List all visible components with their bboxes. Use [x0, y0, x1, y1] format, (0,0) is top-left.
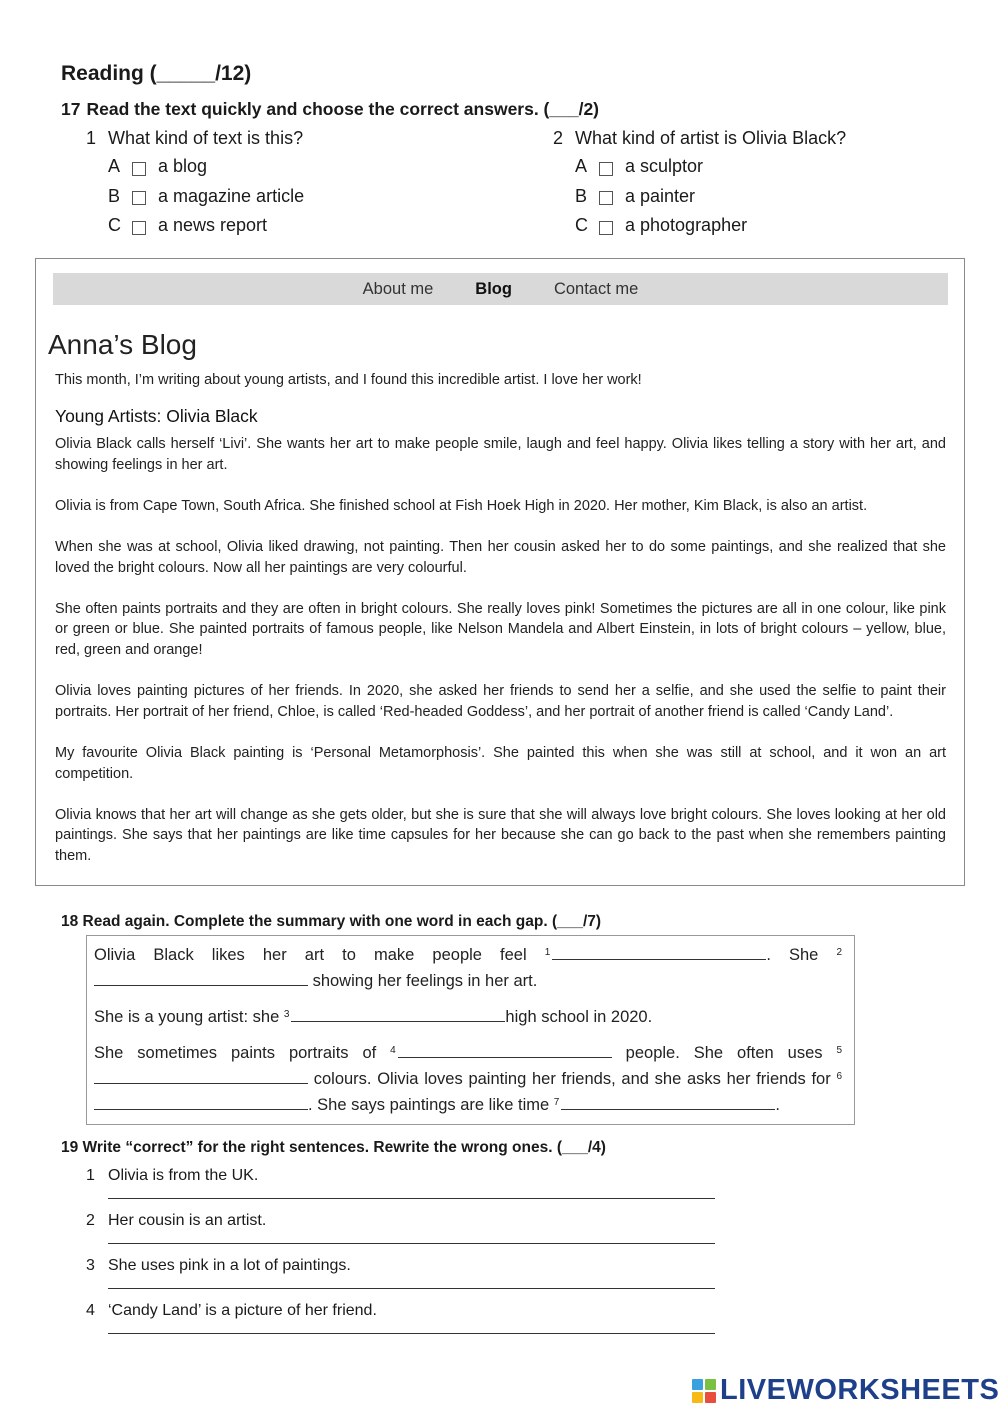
- logo-square: [705, 1392, 716, 1403]
- statement-text: ‘Candy Land’ is a picture of her friend.: [108, 1302, 377, 1319]
- checkbox[interactable]: [599, 191, 613, 205]
- gap-2[interactable]: [94, 969, 308, 986]
- logo-icon: [692, 1379, 716, 1403]
- answer-line[interactable]: [108, 1198, 715, 1199]
- blog-paragraph: She often paints portraits and they are often in bright colours. She really loves pink! Sometimes the pictures are all in one colour, like pink or green or blue. She painted portraits of famous people, like Nelson Mandela and Albert Einstein, in lots of bright colours – yellow, blue, red, green and orange!: [55, 600, 946, 658]
- gap-5[interactable]: [94, 1067, 308, 1084]
- checkbox[interactable]: [132, 162, 146, 176]
- option-1c: C a news report: [108, 215, 268, 236]
- question-2: [553, 128, 846, 241]
- statement-text: Olivia is from the UK.: [108, 1167, 259, 1184]
- option-text: a painter: [625, 185, 696, 206]
- option-text: a blog: [158, 156, 208, 177]
- question-number: 1: [86, 128, 97, 148]
- blog-paragraph: Olivia is from Cape Town, South Africa. She finished school at Fish Hoek High in 2020. Her mother, Kim Black, is also an artist.: [55, 497, 868, 514]
- blog-frame: [35, 258, 965, 886]
- summary-paragraph-1: Olivia Black likes her art to make people feel $^1$ . She $^2$ showing her feelings in her art.: [94, 942, 844, 994]
- exercise-17-text: Read the text quickly and choose the correct answers. (___/2): [86, 99, 600, 119]
- blog-paragraph: Olivia loves painting pictures of her friends. In 2020, she asked her friends to send her a selfie, and she used the selfie to paint their portraits. Her portrait of her friend, Chloe, is called ‘Red-headed Goddess’, and her portrait of another friend is called ‘Candy Land’.: [55, 683, 946, 720]
- gap-1[interactable]: [552, 943, 766, 960]
- blog-title: Anna’s Blog: [48, 329, 197, 360]
- checkbox[interactable]: [599, 162, 613, 176]
- blog-nav: [53, 273, 948, 305]
- exercise-18-title: 18 Read again. Complete the summary with one word in each gap. (___/7): [61, 913, 602, 930]
- question-text: What kind of artist is Olivia Black?: [575, 128, 847, 148]
- blog-paragraph: Olivia knows that her art will change as she gets older, but she is sure that she will always love bright colours. She loves looking at her old paintings. She says that her paintings are like time capsules for her because she can go back to the past when she remembers painting them.: [55, 806, 946, 864]
- blog-subtitle: Young Artists: Olivia Black: [55, 406, 258, 426]
- logo-square: [692, 1379, 703, 1390]
- option-1a: A a blog: [108, 156, 208, 177]
- answer-line[interactable]: [108, 1243, 715, 1244]
- nav-contact-me[interactable]: Contact me: [553, 279, 639, 298]
- option-2c: C a photographer: [575, 215, 748, 236]
- summary-paragraph-3: She sometimes paints portraits of $^4$ people. She often uses $^5$ colours. Olivia loves painting her friends, and she asks her friends for $^6$. She says paintings are like time $^7$ .: [94, 1040, 844, 1118]
- liveworksheets-logo: [692, 1374, 999, 1407]
- option-text: a sculptor: [625, 156, 704, 177]
- answer-line[interactable]: [108, 1288, 715, 1289]
- statement-text: She uses pink in a lot of paintings.: [108, 1257, 351, 1274]
- option-2b: B a painter: [575, 185, 696, 206]
- gap-7[interactable]: [561, 1093, 775, 1110]
- logo-square: [705, 1379, 716, 1390]
- statement-item: 3 She uses pink in a lot of paintings.: [86, 1257, 716, 1275]
- gap-3[interactable]: [291, 1005, 505, 1022]
- statement-item: 4 ‘Candy Land’ is a picture of her friend.: [86, 1302, 716, 1320]
- blog-intro: This month, I’m writing about young artists, and I found this incredible artist. I love her work!: [55, 372, 642, 388]
- checkbox[interactable]: [599, 221, 613, 235]
- option-text: a news report: [158, 215, 268, 236]
- question-text: What kind of text is this?: [108, 128, 304, 148]
- exercise-17-number: 17: [61, 99, 81, 119]
- checkbox[interactable]: [132, 191, 146, 205]
- reading-title: Reading (_____/12): [61, 62, 252, 85]
- question-1: [86, 128, 304, 241]
- statement-text: Her cousin is an artist.: [108, 1212, 267, 1229]
- exercise-19-title: 19 Write “correct” for the right sentences. Rewrite the wrong ones. (___/4): [61, 1139, 606, 1156]
- nav-about-me[interactable]: About me: [362, 279, 434, 298]
- nav-blog[interactable]: Blog: [475, 279, 512, 298]
- logo-square: [692, 1392, 703, 1403]
- statement-item: 2 Her cousin is an artist.: [86, 1212, 716, 1230]
- statement-item: 1 Olivia is from the UK.: [86, 1167, 716, 1185]
- summary-paragraph-2: She is a young artist: she $^3$ high school in 2020.: [94, 1004, 844, 1030]
- checkbox[interactable]: [132, 221, 146, 235]
- option-text: a photographer: [625, 215, 748, 236]
- gap-4[interactable]: [398, 1041, 612, 1058]
- answer-line[interactable]: [108, 1333, 715, 1334]
- blog-body: [55, 434, 946, 887]
- option-1b: B a magazine article: [108, 185, 305, 206]
- logo-text: LIVEWORKSHEETS: [720, 1374, 1000, 1406]
- blog-paragraph: My favourite Olivia Black painting is ‘Personal Metamorphosis’. She painted this when she was still at school, and it won an art competition.: [55, 744, 946, 782]
- blog-paragraph: When she was at school, Olivia liked drawing, not painting. Then her cousin asked her to do some paintings, and she realized that she loved the bright colours. Now all her paintings are very colourful.: [55, 538, 946, 576]
- blog-paragraph: Olivia Black calls herself ‘Livi’. She wants her art to make people smile, laugh and feel happy. Olivia likes telling a story with her art, and showing feelings in her art.: [55, 436, 946, 473]
- summary-box: [86, 935, 855, 1125]
- option-text: a magazine article: [158, 185, 305, 206]
- exercise-17-title: [61, 99, 599, 120]
- option-2a: A a sculptor: [575, 156, 704, 177]
- question-number: 2: [553, 128, 564, 148]
- gap-6[interactable]: [94, 1093, 308, 1110]
